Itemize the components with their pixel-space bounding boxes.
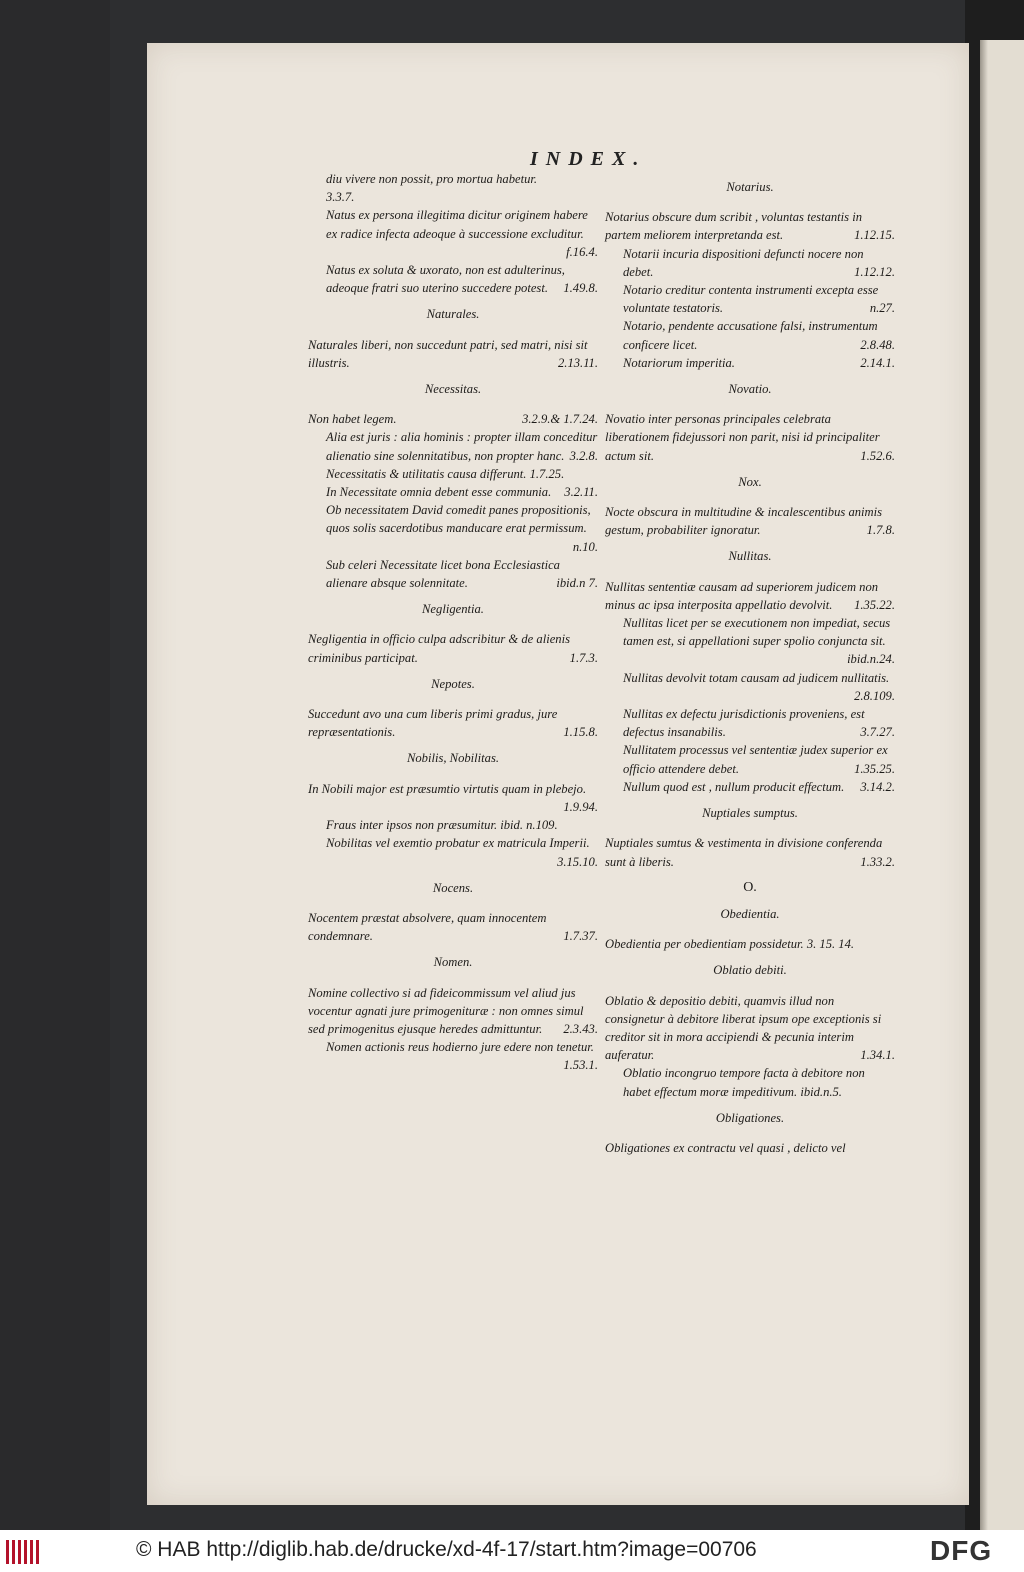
index-heading: Negligentia. [422,602,484,617]
entry-reference: 1.12.12. [854,264,895,279]
index-entry [308,909,598,945]
entry-reference: 2.8.109. [854,688,895,703]
entry-text: Nullitas ex defectu jurisdictionis proveniens, est defectus insanabilis. [623,707,865,740]
entry-reference: 2.8.48. [860,337,895,352]
index-entry [605,834,895,870]
index-heading: Nocens. [432,880,474,895]
index-entry [308,428,598,464]
index-entry [308,206,598,261]
entry-reference: 2.3.43. [563,1021,598,1036]
index-heading: Nobilis, Nobilitas. [406,751,500,766]
entry-reference: 1.35.22. [854,597,895,612]
entry-text: 3.3.7. [326,190,355,205]
index-entry [308,483,598,501]
entry-reference: 1.7.37. [563,929,598,944]
index-entry [605,354,895,372]
entry-text: Nocentem præstat absolvere, quam innocentem condemnare. [308,910,547,944]
entry-text: Sub celeri Necessitate licet bona Ecclesiastica alienare absque solennitate. [326,557,560,591]
index-entry [308,336,598,372]
index-entry [308,170,598,188]
entry-reference: 1.7.3. [569,650,598,665]
entry-text: Nullitas sententiæ causam ad superiorem judicem non minus ac ipsa interposita appellatio devolvit. [605,579,879,612]
page-header: INDEX. [530,148,647,170]
scan-left-margin [0,0,110,1530]
index-heading: Notarius. [726,180,774,194]
index-entry [605,410,895,465]
entry-text: diu vivere non possit, pro mortua habetur. [326,172,538,186]
entry-reference: ibid.n 7. [556,576,598,591]
index-entry [605,317,895,353]
entry-text: Ob necessitatem David comedit panes propositionis, quos solis sacerdotibus manducare erat permissum. [326,503,591,536]
entry-reference: n.10. [572,539,598,554]
hab-logo-icon [6,1540,44,1564]
entry-text: Naturales liberi, non succedunt patri, sed matri, nisi sit illustris. [308,337,588,370]
entry-text: Obedientia per obedientiam possidetur. 3. 15. 14. [605,937,855,952]
index-heading: Nuptiales sumptus. [702,806,798,821]
entry-reference: 3.14.2. [860,779,895,794]
copyright-link[interactable]: © HAB http://diglib.hab.de/drucke/xd-4f-17/start.htm?image=00706 [136,1538,757,1561]
index-heading: Novatio. [728,382,772,397]
entry-text: In Nobili major est præsumtio virtutis quam in plebejo. [308,781,587,796]
index-heading: Obedientia. [720,906,780,921]
index-entry [308,705,598,741]
index-entry [605,1064,895,1100]
entry-reference: 1.9.94. [563,799,598,814]
entry-reference: 1.7.8. [866,523,895,538]
index-entry [308,410,598,428]
index-entry [605,705,895,741]
entry-text: Notarius obscure dum scribit , voluntas testantis in partem meliorem interpretanda est. [605,210,863,243]
index-heading: Oblatio debiti. [713,963,787,978]
index-entry [308,501,598,556]
entry-text: Oblatio incongruo tempore facta à debitore non habet effectum moræ impeditivum. ibid.n.5. [623,1066,865,1099]
entry-text: Notario creditur contenta instrumenti excepta esse voluntate testatoris. [623,283,879,316]
index-entry [308,816,598,834]
viewer-footer [0,1530,1024,1572]
index-heading: Nullitas. [728,549,772,564]
entry-text: Natus ex persona illegitima dicitur originem habere ex radice infecta adeoque à successione excluditur. [326,208,588,241]
entry-reference: 1.34.1. [860,1048,895,1063]
index-heading: O. [743,879,757,895]
entry-text: Negligentia in officio culpa adscribitur & de alienis criminibus participat. [308,632,570,665]
entry-text: Fraus inter ipsos non præsumitur. ibid. n.109. [326,818,558,833]
entry-reference: 1.53.1. [563,1058,598,1073]
entry-reference: 3.2.11. [564,485,598,500]
entry-reference: 1.12.15. [854,228,895,243]
index-heading: Obligationes. [715,1110,785,1125]
index-entry [605,281,895,317]
entry-text: Nullum quod est , nullum producit effectum. [623,779,845,794]
entry-text: Nullitas licet per se executionem non impediat, secus tamen est, si appellationi super spolio conjuncta sit. [623,616,891,649]
entry-reference: 3.2.8. [569,448,598,463]
index-entry [605,935,895,953]
index-entry [605,503,895,539]
entry-text: Alia est juris : alia hominis : propter illam conceditur alienatio sine solennitatibus, non propter hanc. [326,430,598,463]
entry-reference: f.16.4. [566,244,598,259]
index-heading: Nomen. [433,955,473,970]
entry-text: Notarii incuria dispositioni defuncti nocere non debet. [623,246,864,279]
entry-reference: 1.52.6. [860,448,895,463]
index-entry [308,1038,598,1074]
entry-text: Nullitas devolvit totam causam ad judicem nullitatis. [623,670,890,685]
index-entry [605,741,895,777]
entry-text: Nocte obscura in multitudine & incalescentibus animis gestum, probabiliter ignoratur. [605,505,883,538]
entry-reference: 3.2.9.& 1.7.24. [522,412,598,427]
entry-text: Nobilitas vel exemtio probatur ex matricula Imperii. [326,836,590,851]
index-entry [308,834,598,870]
entry-reference: 2.13.11. [558,355,598,370]
index-entry [605,778,895,796]
index-entry [605,669,895,705]
entry-text: Nuptiales sumtus & vestimenta in divisione conferenda sunt à liberis. [605,836,883,869]
index-column-right [605,170,895,1157]
entry-reference: 1.15.8. [563,725,598,740]
entry-reference: n.27. [869,301,895,316]
entry-text: Nomen actionis reus hodierno jure edere non tenetur. [326,1040,594,1055]
entry-text: Notario, pendente accusatione falsi, instrumentum conficere licet. [623,319,878,352]
entry-text: Natus ex soluta & uxorato, non est adulterinus, adeoque fratri suo uterino succedere potest. [326,263,565,296]
entry-text: Obligationes ex contractu vel quasi , delicto vel [605,1140,846,1155]
index-entry [605,208,895,244]
entry-reference: ibid.n.24. [847,652,895,667]
entry-reference: 2.14.1. [860,355,895,370]
index-entry [308,556,598,592]
entry-text: Non habet legem. [308,412,397,427]
index-entry [605,578,895,614]
entry-text: In Necessitate omnia debent esse communia. [326,485,552,500]
entry-text: Necessitatis & utilitatis causa differunt. 1.7.25. [326,466,565,481]
entry-reference: 1.49.8. [563,281,598,296]
entry-text: Nullitatem processus vel sententiæ judex superior ex officio attendere debet. [623,743,888,776]
dfg-logo: DFG [930,1535,993,1566]
index-entry [605,614,895,669]
index-entry [308,780,598,816]
entry-reference: 1.35.25. [854,761,895,776]
index-entry [308,984,598,1039]
index-entry [308,630,598,666]
entry-text: Novatio inter personas principales celebrata liberationem fidejussori non parit, nisi id principaliter actum sit. [605,412,880,463]
index-heading: Nox. [738,474,762,489]
index-entry [308,261,598,297]
index-column-left [308,170,598,1075]
entry-reference: 1.33.2. [860,854,895,869]
index-heading: Nepotes. [431,676,475,691]
entry-text: Nomine collectivo si ad fideicommissum vel aliud jus vocentur agnati jure primogenituræ : non omnes simul sed primogenitus ejusque heredes admittuntur. [308,985,584,1036]
entry-text: Oblatio & depositio debiti, quamvis illud non consignetur à debitore liberat ipsum ope exceptionis si creditor sit in mora accipiendi & pecunia interim auferatur. [605,993,882,1063]
index-entry [308,465,598,483]
adjacent-page-edge [980,40,1024,1530]
index-heading: Naturales. [426,307,480,322]
entry-text: Notariorum imperitia. [623,355,735,370]
index-entry [308,188,598,206]
entry-text: Succedunt avo una cum liberis primi gradus, jure repræsentationis. [308,707,558,740]
entry-reference: 3.15.10. [557,854,598,869]
index-entry [605,245,895,281]
index-heading: Necessitas. [424,382,482,397]
index-entry [605,992,895,1065]
entry-reference: 3.7.27. [860,725,895,740]
index-entry [605,1139,895,1157]
